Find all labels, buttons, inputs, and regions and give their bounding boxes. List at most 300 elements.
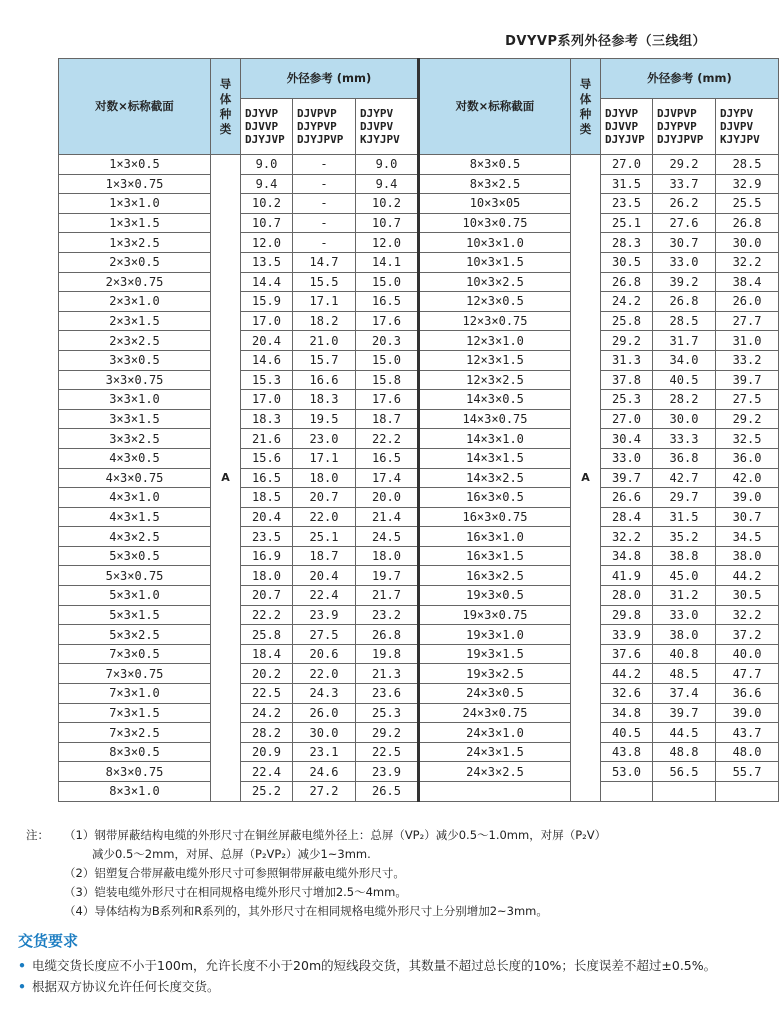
right-cell: [419, 782, 571, 802]
right-cell: [716, 782, 779, 802]
table-row: [59, 174, 779, 194]
left-cell: 17.6: [356, 311, 419, 331]
right-cell: 37.4: [653, 684, 716, 704]
table-row: [59, 546, 779, 566]
left-cell: 18.0: [293, 468, 356, 488]
right-cell: 24.2: [601, 292, 653, 312]
table-row: [59, 605, 779, 625]
table-row: [59, 782, 779, 802]
right-cell: 40.5: [653, 370, 716, 390]
right-cell: 53.0: [601, 762, 653, 782]
left-cell: 22.4: [293, 586, 356, 606]
left-cell: 15.0: [356, 350, 419, 370]
left-cell: 30.0: [293, 723, 356, 743]
right-cell: 34.0: [653, 350, 716, 370]
right-cell: 24×3×1.0: [419, 723, 571, 743]
left-cell: 18.2: [293, 311, 356, 331]
table-row: [59, 213, 779, 233]
table-row: [59, 194, 779, 214]
left-cell: 14.1: [356, 252, 419, 272]
left-cell: 2×3×1.0: [59, 292, 211, 312]
right-cell: 26.8: [653, 292, 716, 312]
left-cell: 16.9: [241, 546, 293, 566]
header-od-right: 外径参考 (mm): [601, 59, 779, 99]
right-cell: 48.0: [716, 742, 779, 762]
left-cell: 25.3: [356, 703, 419, 723]
table-row: [59, 272, 779, 292]
left-cell: 21.7: [356, 586, 419, 606]
left-cell: 18.0: [356, 546, 419, 566]
right-cell: 38.4: [716, 272, 779, 292]
right-cell: 19×3×0.5: [419, 586, 571, 606]
right-cell: 31.3: [601, 350, 653, 370]
right-cell: 10×3×0.75: [419, 213, 571, 233]
table-row: [59, 429, 779, 449]
left-cell: 21.6: [241, 429, 293, 449]
table-row: [59, 390, 779, 410]
right-cell: 8×3×2.5: [419, 174, 571, 194]
left-cell: 9.0: [241, 155, 293, 175]
left-cell: 21.4: [356, 507, 419, 527]
right-cell: 37.8: [601, 370, 653, 390]
left-cell: 23.2: [356, 605, 419, 625]
right-cell: 44.5: [653, 723, 716, 743]
right-cell: 33.0: [653, 252, 716, 272]
right-cell: 32.2: [601, 527, 653, 547]
right-cell: 31.5: [601, 174, 653, 194]
right-cell: 12×3×1.0: [419, 331, 571, 351]
right-cell: 40.5: [601, 723, 653, 743]
table-row: [59, 155, 779, 175]
left-cell: 17.4: [356, 468, 419, 488]
header-sub1-right: DJYVP DJVVP DJYJVP: [601, 99, 653, 155]
left-cell: 4×3×0.5: [59, 448, 211, 468]
note-2: （2）铝塑复合带屏蔽电缆外形尺寸可参照铜带屏蔽电缆外形尺寸。: [64, 866, 405, 880]
left-cell: 20.0: [356, 488, 419, 508]
right-cell: 40.0: [716, 644, 779, 664]
right-cell: 30.0: [716, 233, 779, 253]
right-cell: 14×3×0.75: [419, 409, 571, 429]
right-cell: 33.9: [601, 625, 653, 645]
right-cell: 29.2: [601, 331, 653, 351]
right-cell: 40.8: [653, 644, 716, 664]
header-sub2-right: DJVPVP DJYPVP DJYJPVP: [653, 99, 716, 155]
left-cell: 14.4: [241, 272, 293, 292]
right-cell: 39.7: [601, 468, 653, 488]
right-cell: 19×3×1.5: [419, 644, 571, 664]
right-cell: [653, 782, 716, 802]
table-row: [59, 409, 779, 429]
right-cell: 25.3: [601, 390, 653, 410]
right-cell: 24×3×1.5: [419, 742, 571, 762]
left-cell: 3×3×2.5: [59, 429, 211, 449]
left-cell: 16.5: [356, 292, 419, 312]
left-cell: 27.2: [293, 782, 356, 802]
right-cell: 44.2: [601, 664, 653, 684]
left-cell: 15.6: [241, 448, 293, 468]
left-cell: 20.2: [241, 664, 293, 684]
left-cell: 18.5: [241, 488, 293, 508]
left-cell: 4×3×0.75: [59, 468, 211, 488]
right-cell: 30.7: [653, 233, 716, 253]
left-cell: 2×3×0.5: [59, 252, 211, 272]
left-cell: 20.4: [293, 566, 356, 586]
right-cell: 48.5: [653, 664, 716, 684]
left-cell: 12.0: [356, 233, 419, 253]
right-cell: 38.0: [653, 625, 716, 645]
right-cell: 31.0: [716, 331, 779, 351]
right-cell: 16×3×0.5: [419, 488, 571, 508]
table-row: [59, 742, 779, 762]
right-cell: 33.2: [716, 350, 779, 370]
table-row: [59, 664, 779, 684]
left-cell: 20.4: [241, 331, 293, 351]
left-cell: 14.6: [241, 350, 293, 370]
left-cell: 7×3×0.5: [59, 644, 211, 664]
page-title: DVYVP系列外径参考（三线组）: [505, 34, 706, 49]
right-cell: 39.7: [653, 703, 716, 723]
right-cell: 10×3×2.5: [419, 272, 571, 292]
right-cell: 32.6: [601, 684, 653, 704]
left-cell: 1×3×0.5: [59, 155, 211, 175]
right-cell: 26.6: [601, 488, 653, 508]
right-cell: 56.5: [653, 762, 716, 782]
left-cell: 3×3×1.5: [59, 409, 211, 429]
right-cell: 27.7: [716, 311, 779, 331]
left-cell: 14.7: [293, 252, 356, 272]
right-cell: 44.2: [716, 566, 779, 586]
left-cell: 1×3×1.5: [59, 213, 211, 233]
left-cell: 23.1: [293, 742, 356, 762]
header-pair-right: 对数×标称截面: [419, 59, 571, 155]
left-cell: 19.7: [356, 566, 419, 586]
right-cell: 16×3×1.5: [419, 546, 571, 566]
left-cell: 4×3×2.5: [59, 527, 211, 547]
right-cell: 42.0: [716, 468, 779, 488]
table-row: [59, 684, 779, 704]
left-cell: 24.5: [356, 527, 419, 547]
left-cell: 5×3×0.75: [59, 566, 211, 586]
right-cell: 28.3: [601, 233, 653, 253]
left-cell: 15.9: [241, 292, 293, 312]
right-cell: 16×3×0.75: [419, 507, 571, 527]
right-cell: 12×3×1.5: [419, 350, 571, 370]
header-pair-left: 对数×标称截面: [59, 59, 211, 155]
left-cell: 15.0: [356, 272, 419, 292]
right-cell: 55.7: [716, 762, 779, 782]
right-cell: 32.2: [716, 605, 779, 625]
left-cell: 3×3×1.0: [59, 390, 211, 410]
right-cell: 32.9: [716, 174, 779, 194]
right-cell: 39.7: [716, 370, 779, 390]
right-cell: 12×3×0.5: [419, 292, 571, 312]
right-cell: 28.5: [653, 311, 716, 331]
right-cell: 24×3×2.5: [419, 762, 571, 782]
left-cell: 20.4: [241, 507, 293, 527]
table-row: [59, 644, 779, 664]
left-cell: 4×3×1.0: [59, 488, 211, 508]
right-cell: 34.5: [716, 527, 779, 547]
delivery-item: • 电缆交货长度应不小于100m，允许长度不小于20m的短线段交货，其数量不超过总长度的10%；长度误差不超过±0.5%。: [18, 955, 733, 976]
right-cell: 23.5: [601, 194, 653, 214]
right-cell: 32.5: [716, 429, 779, 449]
left-cell: 7×3×1.5: [59, 703, 211, 723]
left-cell: 15.7: [293, 350, 356, 370]
left-cell: 20.7: [293, 488, 356, 508]
delivery-section: [18, 930, 733, 997]
table-row: [59, 507, 779, 527]
left-cell: 7×3×2.5: [59, 723, 211, 743]
header-sub3-right: DJYPV DJVPV KJYJPV: [716, 99, 779, 155]
right-cell: 14×3×0.5: [419, 390, 571, 410]
right-cell: 47.7: [716, 664, 779, 684]
left-cell: 18.3: [241, 409, 293, 429]
table-row: [59, 350, 779, 370]
table-row: [59, 468, 779, 488]
right-cell: 31.7: [653, 331, 716, 351]
table-row: [59, 527, 779, 547]
right-cell: 30.0: [653, 409, 716, 429]
right-cell: 28.0: [601, 586, 653, 606]
right-cell: 36.0: [716, 448, 779, 468]
left-cell: 10.7: [356, 213, 419, 233]
right-cell: 14×3×2.5: [419, 468, 571, 488]
left-cell: 22.2: [356, 429, 419, 449]
right-cell: 35.2: [653, 527, 716, 547]
left-cell: 22.0: [293, 664, 356, 684]
left-cell: 27.5: [293, 625, 356, 645]
left-cell: 17.1: [293, 292, 356, 312]
table-row: [59, 586, 779, 606]
table-row: [59, 252, 779, 272]
left-cell: 21.3: [356, 664, 419, 684]
table-row: [59, 566, 779, 586]
left-cell: 15.3: [241, 370, 293, 390]
right-cell: 19×3×1.0: [419, 625, 571, 645]
right-cell: 29.7: [653, 488, 716, 508]
left-cell: 16.5: [241, 468, 293, 488]
right-cell: 38.0: [716, 546, 779, 566]
table-row: [59, 625, 779, 645]
right-cell: 30.4: [601, 429, 653, 449]
left-cell: 26.5: [356, 782, 419, 802]
left-cell: 24.2: [241, 703, 293, 723]
left-cell: 12.0: [241, 233, 293, 253]
right-cell: 8×3×0.5: [419, 155, 571, 175]
right-cell: 27.6: [653, 213, 716, 233]
left-cell: 9.4: [241, 174, 293, 194]
left-cell: 28.2: [241, 723, 293, 743]
left-cell: 19.5: [293, 409, 356, 429]
note-4: （4）导体结构为B系列和R系列的，其外形尺寸在相同规格电缆外形尺寸上分别增加2~3mm。: [64, 904, 548, 918]
right-cell: 30.7: [716, 507, 779, 527]
right-cell: 29.2: [716, 409, 779, 429]
left-cell: 5×3×2.5: [59, 625, 211, 645]
right-cell: 41.9: [601, 566, 653, 586]
right-cell: 29.2: [653, 155, 716, 175]
right-cell: 25.1: [601, 213, 653, 233]
header-sub3-left: DJYPV DJVPV KJYJPV: [356, 99, 419, 155]
table-row: [59, 233, 779, 253]
left-cell: -: [293, 233, 356, 253]
left-cell: 10.7: [241, 213, 293, 233]
left-cell: 16.5: [356, 448, 419, 468]
right-cell: 31.5: [653, 507, 716, 527]
left-cell: 23.9: [293, 605, 356, 625]
right-cell: 12×3×2.5: [419, 370, 571, 390]
right-cell: 10×3×05: [419, 194, 571, 214]
note-1: （1）钢带屏蔽结构电缆的外形尺寸在铜丝屏蔽电缆外径上：总屏（VP₂）减少0.5～1.0mm，对屏（P₂V）: [64, 828, 607, 842]
right-cell: 24×3×0.75: [419, 703, 571, 723]
right-cell: 30.5: [716, 586, 779, 606]
left-cell: 2×3×1.5: [59, 311, 211, 331]
right-cell: 31.2: [653, 586, 716, 606]
right-cell: 28.2: [653, 390, 716, 410]
left-cell: 3×3×0.5: [59, 350, 211, 370]
note-3: （3）铠装电缆外形尺寸在相同规格电缆外形尺寸增加2.5～4mm。: [64, 885, 407, 899]
table-row: [59, 723, 779, 743]
left-cell: 10.2: [356, 194, 419, 214]
left-cell: 2×3×2.5: [59, 331, 211, 351]
header-conductor-right: 导 体 种 类: [571, 59, 601, 155]
left-cell: 9.4: [356, 174, 419, 194]
left-cell: 1×3×0.75: [59, 174, 211, 194]
left-cell: 1×3×2.5: [59, 233, 211, 253]
table-row: [59, 448, 779, 468]
left-cell: 17.6: [356, 390, 419, 410]
left-cell: -: [293, 213, 356, 233]
left-cell: 24.6: [293, 762, 356, 782]
left-cell: 25.1: [293, 527, 356, 547]
table-row: [59, 370, 779, 390]
left-cell: 25.2: [241, 782, 293, 802]
delivery-heading: 交货要求: [18, 932, 79, 950]
left-cell: 29.2: [356, 723, 419, 743]
left-cell: 17.1: [293, 448, 356, 468]
right-cell: 48.8: [653, 742, 716, 762]
left-cell: 20.3: [356, 331, 419, 351]
table-row: [59, 311, 779, 331]
right-cell: 19×3×0.75: [419, 605, 571, 625]
left-cell: 5×3×1.5: [59, 605, 211, 625]
conductor-material-right: A: [571, 155, 601, 802]
left-cell: 18.0: [241, 566, 293, 586]
right-cell: 27.0: [601, 409, 653, 429]
right-cell: 45.0: [653, 566, 716, 586]
left-cell: 20.7: [241, 586, 293, 606]
left-cell: 1×3×1.0: [59, 194, 211, 214]
left-cell: 23.5: [241, 527, 293, 547]
left-cell: 15.8: [356, 370, 419, 390]
right-cell: 34.8: [601, 703, 653, 723]
right-cell: 29.8: [601, 605, 653, 625]
right-cell: 26.8: [601, 272, 653, 292]
left-cell: 8×3×0.5: [59, 742, 211, 762]
right-cell: 10×3×1.0: [419, 233, 571, 253]
left-cell: 3×3×0.75: [59, 370, 211, 390]
left-cell: 2×3×0.75: [59, 272, 211, 292]
right-cell: 26.8: [716, 213, 779, 233]
left-cell: 5×3×0.5: [59, 546, 211, 566]
table-row: [59, 703, 779, 723]
left-cell: 24.3: [293, 684, 356, 704]
left-cell: 23.9: [356, 762, 419, 782]
left-cell: 22.5: [241, 684, 293, 704]
left-cell: 22.0: [293, 507, 356, 527]
left-cell: 16.6: [293, 370, 356, 390]
left-cell: 7×3×1.0: [59, 684, 211, 704]
left-cell: 18.3: [293, 390, 356, 410]
right-cell: 19×3×2.5: [419, 664, 571, 684]
right-cell: 25.8: [601, 311, 653, 331]
bullet-icon: •: [18, 979, 26, 994]
right-cell: 37.2: [716, 625, 779, 645]
right-cell: 30.5: [601, 252, 653, 272]
left-cell: 22.5: [356, 742, 419, 762]
left-cell: 23.0: [293, 429, 356, 449]
left-cell: 19.8: [356, 644, 419, 664]
right-cell: 28.4: [601, 507, 653, 527]
left-cell: 15.5: [293, 272, 356, 292]
right-cell: 16×3×1.0: [419, 527, 571, 547]
delivery-item: • 根据双方协议允许任何长度交货。: [18, 976, 733, 997]
left-cell: 22.2: [241, 605, 293, 625]
left-cell: 20.6: [293, 644, 356, 664]
table-row: [59, 488, 779, 508]
right-cell: 12×3×0.75: [419, 311, 571, 331]
right-cell: 33.3: [653, 429, 716, 449]
header-conductor-left: 导 体 种 类: [211, 59, 241, 155]
right-cell: 24×3×0.5: [419, 684, 571, 704]
left-cell: 18.7: [356, 409, 419, 429]
right-cell: 27.0: [601, 155, 653, 175]
left-cell: 17.0: [241, 311, 293, 331]
bullet-icon: •: [18, 958, 26, 973]
right-cell: 43.7: [716, 723, 779, 743]
left-cell: 21.0: [293, 331, 356, 351]
left-cell: 7×3×0.75: [59, 664, 211, 684]
right-cell: 32.2: [716, 252, 779, 272]
right-cell: 33.0: [601, 448, 653, 468]
header-od-left: 外径参考 (mm): [241, 59, 419, 99]
right-cell: [601, 782, 653, 802]
table-row: [59, 331, 779, 351]
left-cell: 22.4: [241, 762, 293, 782]
left-cell: 5×3×1.0: [59, 586, 211, 606]
right-cell: 43.8: [601, 742, 653, 762]
left-cell: -: [293, 194, 356, 214]
right-cell: 14×3×1.5: [419, 448, 571, 468]
left-cell: 8×3×1.0: [59, 782, 211, 802]
notes-section: [26, 826, 736, 921]
right-cell: 37.6: [601, 644, 653, 664]
right-cell: 39.2: [653, 272, 716, 292]
left-cell: 20.9: [241, 742, 293, 762]
right-cell: 10×3×1.5: [419, 252, 571, 272]
right-cell: 14×3×1.0: [419, 429, 571, 449]
left-cell: 13.5: [241, 252, 293, 272]
right-cell: 26.2: [653, 194, 716, 214]
left-cell: 25.8: [241, 625, 293, 645]
note-1-cont: 减少0.5～2mm，对屏、总屏（P₂VP₂）减少1~3mm.: [92, 847, 371, 861]
left-cell: 26.0: [293, 703, 356, 723]
header-sub2-left: DJVPVP DJYPVP DJYJPVP: [293, 99, 356, 155]
left-cell: 10.2: [241, 194, 293, 214]
left-cell: 18.7: [293, 546, 356, 566]
right-cell: 36.6: [716, 684, 779, 704]
right-cell: 39.0: [716, 703, 779, 723]
left-cell: 17.0: [241, 390, 293, 410]
